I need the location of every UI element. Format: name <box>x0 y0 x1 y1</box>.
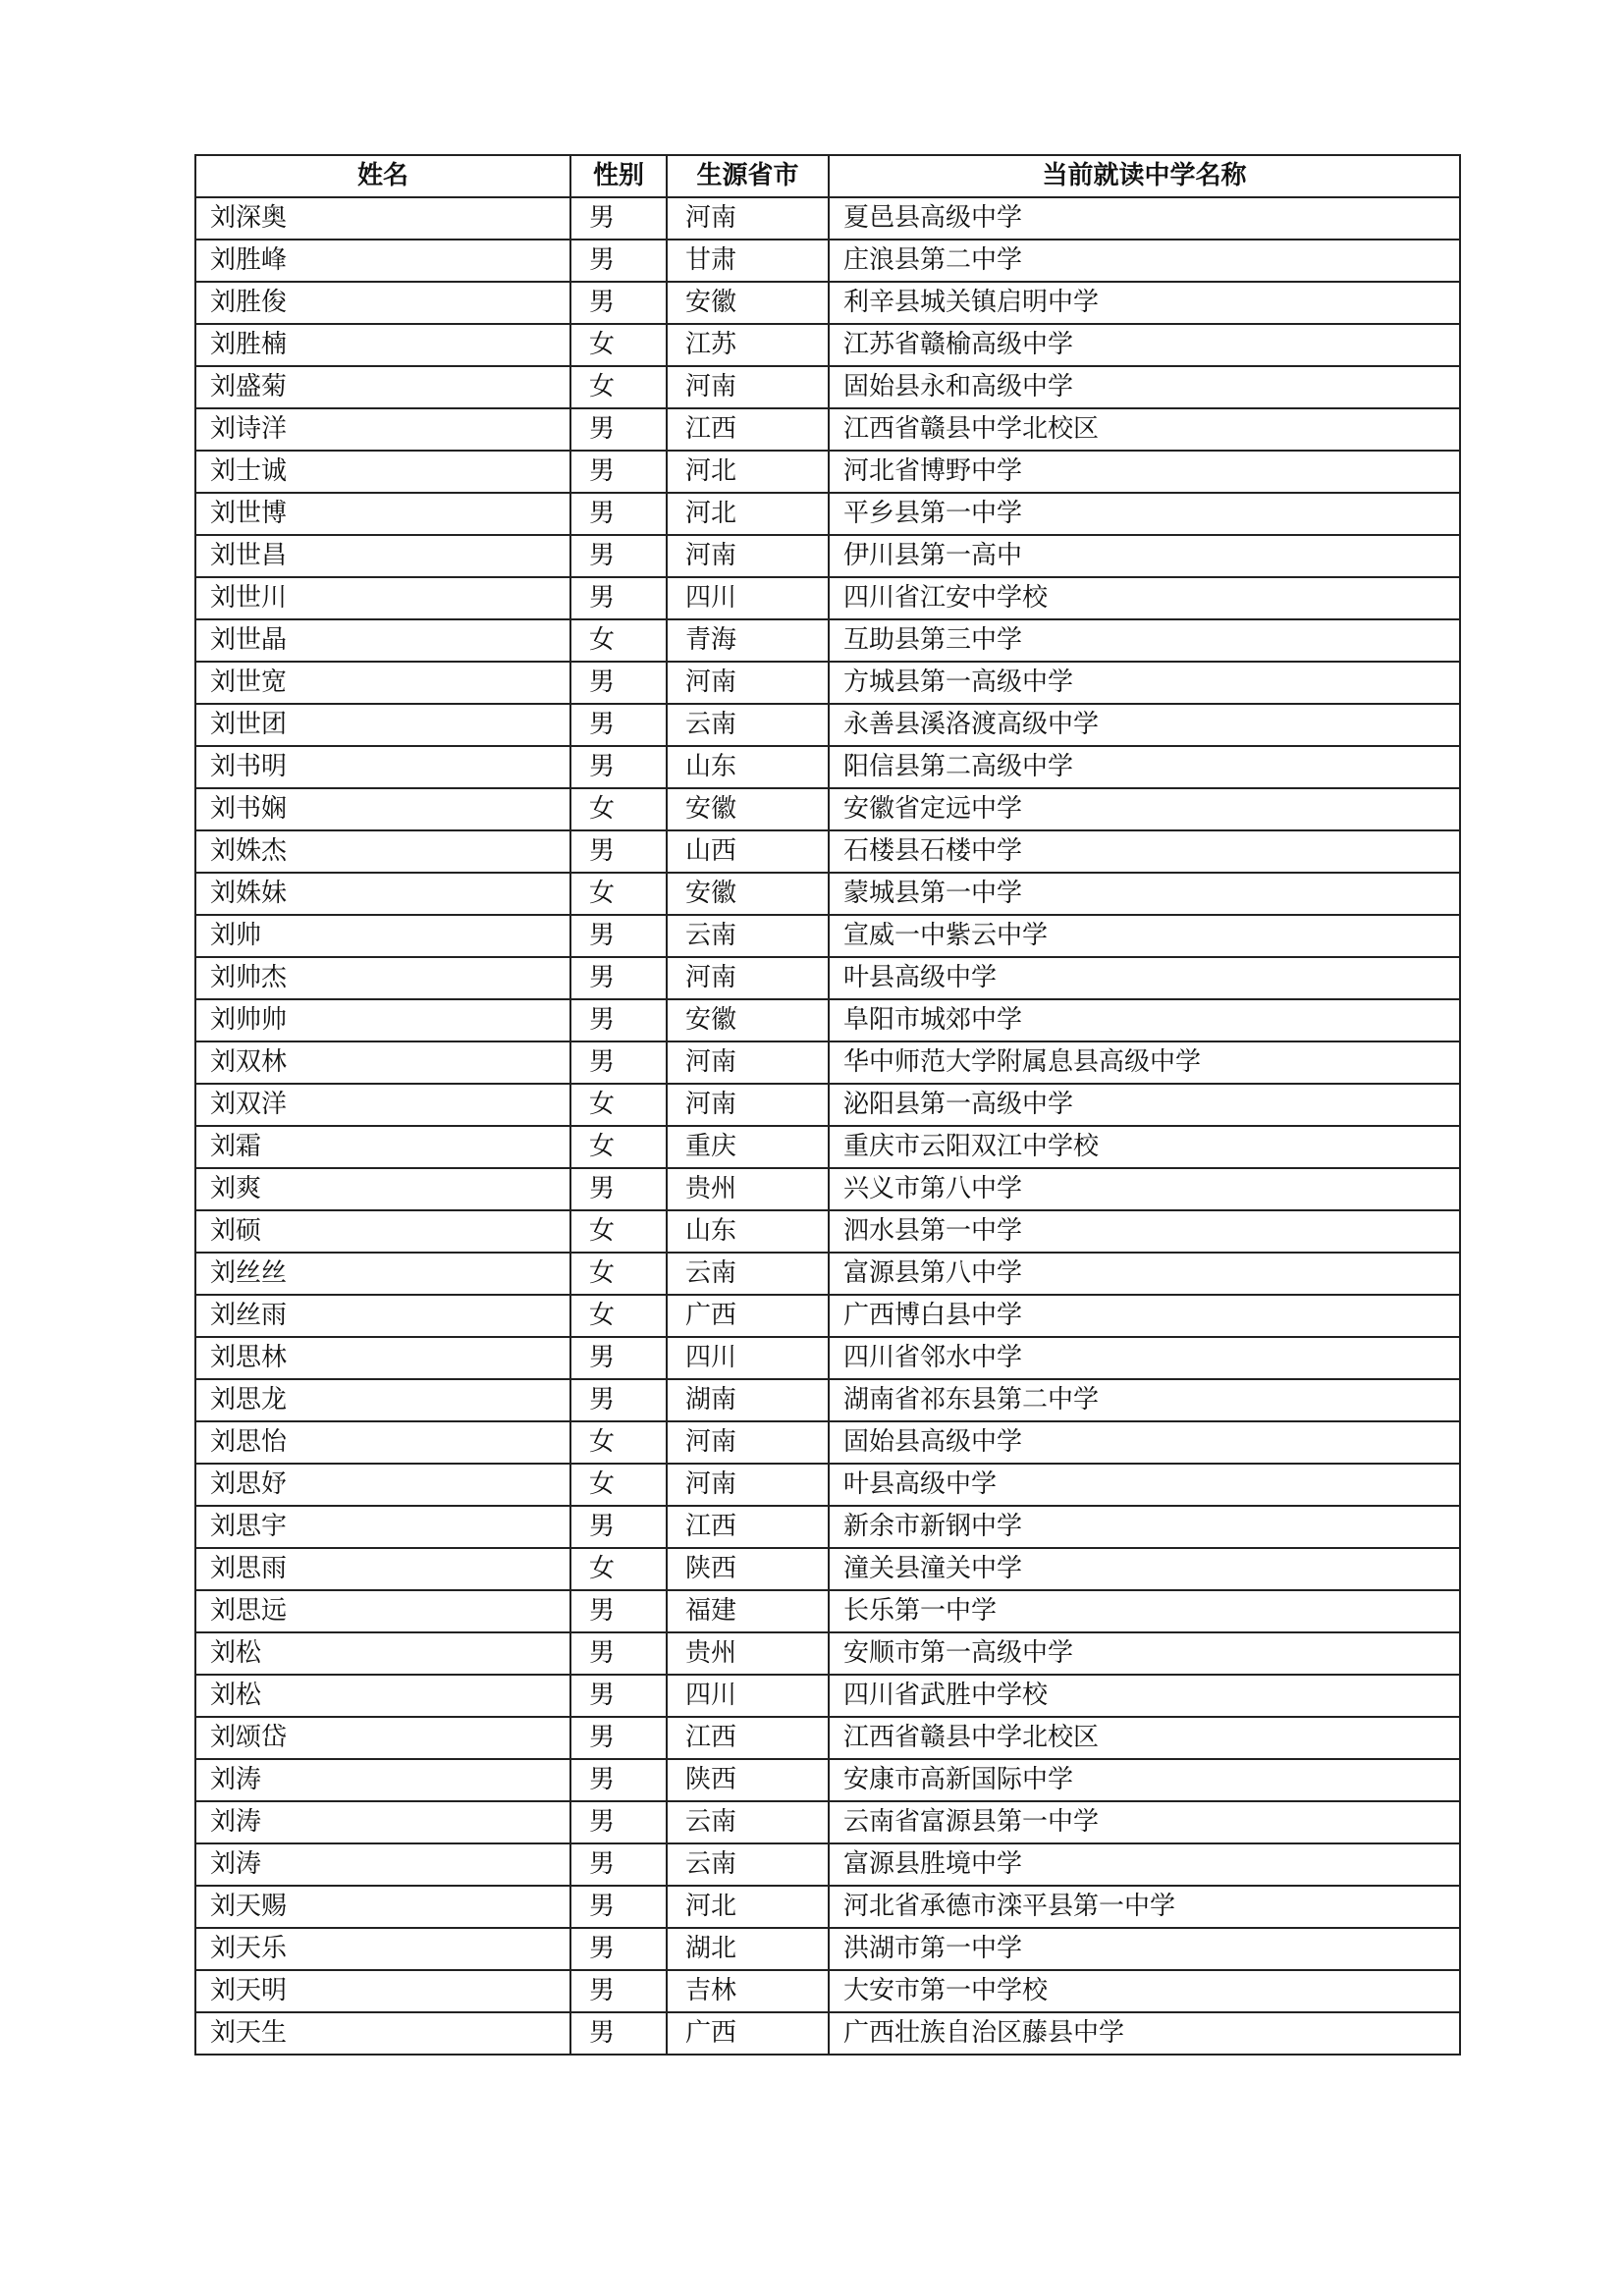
cell-province: 河南 <box>667 1084 829 1126</box>
cell-gender: 男 <box>570 704 667 746</box>
cell-gender: 男 <box>570 282 667 324</box>
cell-gender: 男 <box>570 1041 667 1084</box>
cell-gender: 女 <box>570 619 667 662</box>
cell-name: 刘天赐 <box>195 1886 570 1928</box>
table-row <box>195 1759 1460 1801</box>
table-row <box>195 1295 1460 1337</box>
cell-school: 华中师范大学附属息县高级中学 <box>829 1041 1460 1084</box>
cell-school: 云南省富源县第一中学 <box>829 1801 1460 1843</box>
cell-gender: 女 <box>570 1421 667 1464</box>
cell-gender: 男 <box>570 999 667 1041</box>
header-school: 当前就读中学名称 <box>829 155 1460 197</box>
table-row <box>195 1970 1460 2012</box>
cell-school: 固始县永和高级中学 <box>829 366 1460 408</box>
cell-name: 刘丝雨 <box>195 1295 570 1337</box>
cell-name: 刘书娴 <box>195 788 570 830</box>
cell-province: 河北 <box>667 493 829 535</box>
cell-name: 刘思宇 <box>195 1506 570 1548</box>
cell-gender: 男 <box>570 408 667 451</box>
cell-gender: 女 <box>570 324 667 366</box>
table-row <box>195 1548 1460 1590</box>
cell-school: 固始县高级中学 <box>829 1421 1460 1464</box>
cell-name: 刘天明 <box>195 1970 570 2012</box>
cell-province: 河南 <box>667 366 829 408</box>
cell-gender: 男 <box>570 1801 667 1843</box>
table-row <box>195 1210 1460 1253</box>
cell-province: 贵州 <box>667 1632 829 1675</box>
cell-gender: 男 <box>570 1843 667 1886</box>
cell-gender: 女 <box>570 1210 667 1253</box>
cell-gender: 男 <box>570 1590 667 1632</box>
cell-name: 刘帅杰 <box>195 957 570 999</box>
table-row <box>195 830 1460 873</box>
cell-name: 刘思远 <box>195 1590 570 1632</box>
cell-province: 甘肃 <box>667 240 829 282</box>
cell-school: 富源县胜境中学 <box>829 1843 1460 1886</box>
cell-gender: 男 <box>570 1970 667 2012</box>
cell-name: 刘世川 <box>195 577 570 619</box>
cell-province: 陕西 <box>667 1759 829 1801</box>
cell-school: 伊川县第一高中 <box>829 535 1460 577</box>
cell-province: 四川 <box>667 577 829 619</box>
cell-province: 安徽 <box>667 873 829 915</box>
cell-name: 刘思雨 <box>195 1548 570 1590</box>
table-row <box>195 746 1460 788</box>
table-body <box>195 197 1460 2055</box>
cell-school: 阳信县第二高级中学 <box>829 746 1460 788</box>
cell-name: 刘双林 <box>195 1041 570 1084</box>
table-row <box>195 1886 1460 1928</box>
cell-gender: 女 <box>570 1253 667 1295</box>
cell-school: 江西省赣县中学北校区 <box>829 1717 1460 1759</box>
cell-school: 泌阳县第一高级中学 <box>829 1084 1460 1126</box>
cell-gender: 男 <box>570 2012 667 2055</box>
cell-school: 四川省武胜中学校 <box>829 1675 1460 1717</box>
cell-province: 广西 <box>667 1295 829 1337</box>
cell-gender: 男 <box>570 1379 667 1421</box>
cell-name: 刘颂岱 <box>195 1717 570 1759</box>
table-row <box>195 662 1460 704</box>
cell-name: 刘思妤 <box>195 1464 570 1506</box>
table-header <box>195 155 1460 197</box>
cell-school: 富源县第八中学 <box>829 1253 1460 1295</box>
table-row <box>195 1041 1460 1084</box>
cell-province: 云南 <box>667 1843 829 1886</box>
cell-province: 安徽 <box>667 788 829 830</box>
cell-gender: 男 <box>570 830 667 873</box>
table-row <box>195 1928 1460 1970</box>
cell-school: 庄浪县第二中学 <box>829 240 1460 282</box>
cell-name: 刘帅 <box>195 915 570 957</box>
cell-school: 安康市高新国际中学 <box>829 1759 1460 1801</box>
cell-gender: 女 <box>570 1464 667 1506</box>
cell-school: 叶县高级中学 <box>829 1464 1460 1506</box>
table-row <box>195 1168 1460 1210</box>
cell-name: 刘涛 <box>195 1759 570 1801</box>
cell-province: 福建 <box>667 1590 829 1632</box>
cell-school: 石楼县石楼中学 <box>829 830 1460 873</box>
cell-name: 刘世团 <box>195 704 570 746</box>
table-row <box>195 999 1460 1041</box>
cell-gender: 男 <box>570 1759 667 1801</box>
cell-province: 云南 <box>667 915 829 957</box>
table-row <box>195 915 1460 957</box>
table-row <box>195 2012 1460 2055</box>
cell-province: 湖南 <box>667 1379 829 1421</box>
cell-province: 湖北 <box>667 1928 829 1970</box>
cell-school: 广西博白县中学 <box>829 1295 1460 1337</box>
cell-gender: 男 <box>570 197 667 240</box>
table-row <box>195 282 1460 324</box>
cell-name: 刘深奥 <box>195 197 570 240</box>
table-row <box>195 1084 1460 1126</box>
cell-gender: 男 <box>570 1337 667 1379</box>
cell-name: 刘士诚 <box>195 451 570 493</box>
cell-province: 河南 <box>667 535 829 577</box>
cell-name: 刘姝妹 <box>195 873 570 915</box>
cell-province: 广西 <box>667 2012 829 2055</box>
table-row <box>195 451 1460 493</box>
table-row <box>195 493 1460 535</box>
cell-name: 刘涛 <box>195 1843 570 1886</box>
cell-province: 贵州 <box>667 1168 829 1210</box>
cell-school: 永善县溪洛渡高级中学 <box>829 704 1460 746</box>
cell-school: 蒙城县第一中学 <box>829 873 1460 915</box>
cell-gender: 男 <box>570 1632 667 1675</box>
cell-gender: 男 <box>570 662 667 704</box>
cell-school: 江西省赣县中学北校区 <box>829 408 1460 451</box>
cell-name: 刘盛菊 <box>195 366 570 408</box>
table-row <box>195 240 1460 282</box>
cell-province: 河北 <box>667 1886 829 1928</box>
cell-gender: 女 <box>570 788 667 830</box>
cell-name: 刘爽 <box>195 1168 570 1210</box>
cell-name: 刘天乐 <box>195 1928 570 1970</box>
cell-name: 刘世博 <box>195 493 570 535</box>
cell-province: 江西 <box>667 408 829 451</box>
cell-school: 洪湖市第一中学 <box>829 1928 1460 1970</box>
cell-province: 重庆 <box>667 1126 829 1168</box>
cell-gender: 女 <box>570 366 667 408</box>
cell-gender: 女 <box>570 1126 667 1168</box>
cell-province: 青海 <box>667 619 829 662</box>
table-row <box>195 535 1460 577</box>
cell-name: 刘天生 <box>195 2012 570 2055</box>
cell-gender: 男 <box>570 1717 667 1759</box>
cell-province: 山西 <box>667 830 829 873</box>
cell-province: 安徽 <box>667 282 829 324</box>
table-row <box>195 1801 1460 1843</box>
cell-gender: 男 <box>570 1506 667 1548</box>
cell-gender: 女 <box>570 873 667 915</box>
student-roster-table <box>194 154 1461 2056</box>
header-row <box>195 155 1460 197</box>
table-row <box>195 197 1460 240</box>
cell-province: 河南 <box>667 1464 829 1506</box>
cell-province: 山东 <box>667 1210 829 1253</box>
cell-school: 利辛县城关镇启明中学 <box>829 282 1460 324</box>
cell-school: 潼关县潼关中学 <box>829 1548 1460 1590</box>
cell-name: 刘思龙 <box>195 1379 570 1421</box>
cell-school: 湖南省祁东县第二中学 <box>829 1379 1460 1421</box>
header-gender: 性别 <box>570 155 667 197</box>
cell-school: 阜阳市城郊中学 <box>829 999 1460 1041</box>
header-province: 生源省市 <box>667 155 829 197</box>
cell-school: 平乡县第一中学 <box>829 493 1460 535</box>
cell-name: 刘丝丝 <box>195 1253 570 1295</box>
table-row <box>195 788 1460 830</box>
cell-province: 四川 <box>667 1675 829 1717</box>
cell-school: 四川省邻水中学 <box>829 1337 1460 1379</box>
cell-school: 广西壮族自治区藤县中学 <box>829 2012 1460 2055</box>
cell-province: 河南 <box>667 957 829 999</box>
cell-school: 兴义市第八中学 <box>829 1168 1460 1210</box>
cell-gender: 男 <box>570 1675 667 1717</box>
cell-province: 江苏 <box>667 324 829 366</box>
cell-province: 山东 <box>667 746 829 788</box>
cell-school: 互助县第三中学 <box>829 619 1460 662</box>
cell-province: 安徽 <box>667 999 829 1041</box>
cell-school: 泗水县第一中学 <box>829 1210 1460 1253</box>
cell-name: 刘帅帅 <box>195 999 570 1041</box>
cell-province: 吉林 <box>667 1970 829 2012</box>
cell-gender: 男 <box>570 240 667 282</box>
cell-gender: 男 <box>570 451 667 493</box>
table-row <box>195 408 1460 451</box>
table-row <box>195 704 1460 746</box>
table-row <box>195 1632 1460 1675</box>
cell-province: 河南 <box>667 662 829 704</box>
cell-school: 宣威一中紫云中学 <box>829 915 1460 957</box>
cell-province: 江西 <box>667 1506 829 1548</box>
cell-school: 安顺市第一高级中学 <box>829 1632 1460 1675</box>
cell-name: 刘书明 <box>195 746 570 788</box>
table-row <box>195 1675 1460 1717</box>
cell-school: 方城县第一高级中学 <box>829 662 1460 704</box>
cell-name: 刘世晶 <box>195 619 570 662</box>
cell-province: 河南 <box>667 1421 829 1464</box>
cell-school: 安徽省定远中学 <box>829 788 1460 830</box>
cell-name: 刘诗洋 <box>195 408 570 451</box>
cell-school: 河北省承德市滦平县第一中学 <box>829 1886 1460 1928</box>
table-row <box>195 957 1460 999</box>
cell-name: 刘霜 <box>195 1126 570 1168</box>
cell-name: 刘世宽 <box>195 662 570 704</box>
cell-province: 河南 <box>667 1041 829 1084</box>
cell-name: 刘世昌 <box>195 535 570 577</box>
cell-name: 刘思林 <box>195 1337 570 1379</box>
table-row <box>195 1717 1460 1759</box>
cell-name: 刘松 <box>195 1675 570 1717</box>
table-row <box>195 1379 1460 1421</box>
table-row <box>195 577 1460 619</box>
table-row <box>195 1590 1460 1632</box>
table-row <box>195 1506 1460 1548</box>
cell-name: 刘胜俊 <box>195 282 570 324</box>
cell-name: 刘胜峰 <box>195 240 570 282</box>
cell-province: 河南 <box>667 197 829 240</box>
cell-gender: 男 <box>570 1886 667 1928</box>
cell-name: 刘松 <box>195 1632 570 1675</box>
table-row <box>195 1843 1460 1886</box>
cell-name: 刘双洋 <box>195 1084 570 1126</box>
cell-name: 刘涛 <box>195 1801 570 1843</box>
table-row <box>195 619 1460 662</box>
table-row <box>195 324 1460 366</box>
cell-school: 重庆市云阳双江中学校 <box>829 1126 1460 1168</box>
cell-name: 刘思怡 <box>195 1421 570 1464</box>
table-row <box>195 1337 1460 1379</box>
cell-province: 四川 <box>667 1337 829 1379</box>
cell-name: 刘姝杰 <box>195 830 570 873</box>
cell-name: 刘硕 <box>195 1210 570 1253</box>
cell-gender: 男 <box>570 577 667 619</box>
cell-province: 云南 <box>667 1801 829 1843</box>
cell-province: 云南 <box>667 1253 829 1295</box>
cell-gender: 男 <box>570 1168 667 1210</box>
cell-gender: 女 <box>570 1295 667 1337</box>
cell-name: 刘胜楠 <box>195 324 570 366</box>
cell-gender: 男 <box>570 1928 667 1970</box>
header-name: 姓名 <box>195 155 570 197</box>
cell-school: 河北省博野中学 <box>829 451 1460 493</box>
table-row <box>195 873 1460 915</box>
cell-gender: 女 <box>570 1548 667 1590</box>
table-row <box>195 1464 1460 1506</box>
table-row <box>195 366 1460 408</box>
cell-school: 夏邑县高级中学 <box>829 197 1460 240</box>
cell-province: 河北 <box>667 451 829 493</box>
cell-gender: 男 <box>570 535 667 577</box>
table-row <box>195 1126 1460 1168</box>
cell-school: 四川省江安中学校 <box>829 577 1460 619</box>
cell-gender: 女 <box>570 1084 667 1126</box>
table-row <box>195 1253 1460 1295</box>
cell-gender: 男 <box>570 957 667 999</box>
cell-province: 陕西 <box>667 1548 829 1590</box>
cell-gender: 男 <box>570 915 667 957</box>
cell-school: 大安市第一中学校 <box>829 1970 1460 2012</box>
cell-province: 江西 <box>667 1717 829 1759</box>
cell-gender: 男 <box>570 493 667 535</box>
cell-school: 叶县高级中学 <box>829 957 1460 999</box>
cell-school: 江苏省赣榆高级中学 <box>829 324 1460 366</box>
cell-school: 长乐第一中学 <box>829 1590 1460 1632</box>
cell-province: 云南 <box>667 704 829 746</box>
cell-school: 新余市新钢中学 <box>829 1506 1460 1548</box>
table-row <box>195 1421 1460 1464</box>
cell-gender: 男 <box>570 746 667 788</box>
